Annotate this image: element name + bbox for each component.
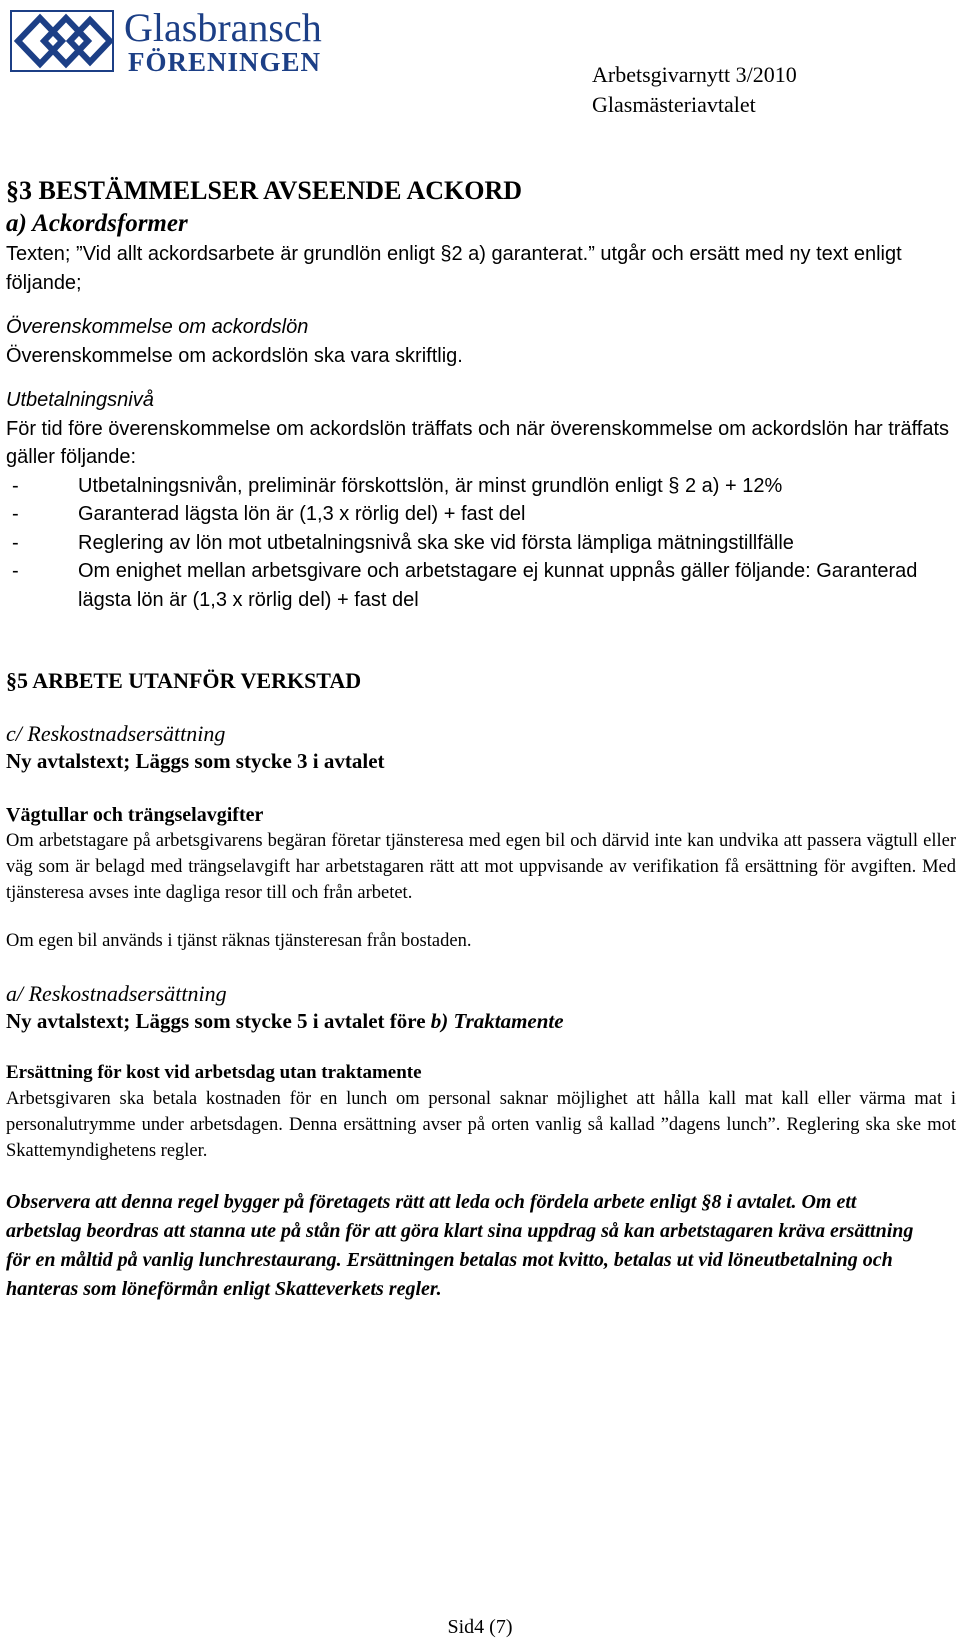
document-body xyxy=(6,174,956,1304)
payout-text: För tid före överenskommelse om ackordslön träffats och när överenskommelse om ackordslön har träffats gäller följande: xyxy=(6,417,949,468)
bullet-text: Om enighet mellan arbetsgivare och arbetstagare ej kunnat uppnås gäller följande: Garanterad lägsta lön är (1,3 x rörlig del) + fast del xyxy=(78,560,918,611)
toll-text: Om arbetstagare på arbetsgivarens begäran företar tjänsteresa med egen bil och därvid inte kan undvika att passera vägtull eller väg som är belagd med trängselavgift har arbetstagaren rätt att mot uppvisande av verifikation få ersättning för avgiften. Med tjänsteresa avses inte dagliga resor till och från arbetet. xyxy=(6,831,956,903)
section-5c-heading: c/ Reskostnadsersättning xyxy=(6,721,226,746)
meal-text: Arbetsgivaren ska betala kostnaden för en lunch om personal saknar möjlighet att hålla kall mat kall eller värma mat i personalutrymme under arbetsdagen. Denna ersättning avser på orten vanlig så kallad ”dagens lunch”. Reglering ska ske mot Skattemyndighetens regler. xyxy=(6,1089,956,1161)
note-text: Observera att denna regel bygger på företagets rätt att leda och fördela arbete enligt §8 i avtalet. Om ett arbetslag beordras att stanna ute på stån för att göra klart sina uppdrag så kan arbetstagaren kräva ersättning för en måltid på vanlig lunchrestaurang. Ersättningen betalas mot kvitto, betalas ut vid löneutbetalning och hanteras som löneförmån enligt Skatteverkets regler. xyxy=(6,1191,914,1300)
meal-heading: Ersättning för kost vid arbetsdag utan traktamente xyxy=(6,1062,422,1083)
section-5c-new-text: Ny avtalstext; Läggs som stycke 3 i avtalet xyxy=(6,749,385,773)
page-number: Sid4 (7) xyxy=(447,1616,513,1638)
bullet-dash: - xyxy=(12,503,19,525)
agreement-heading: Överenskommelse om ackordslön xyxy=(6,316,309,338)
company-logo xyxy=(10,6,340,76)
bullet-dash: - xyxy=(12,531,19,554)
section-3-intro: Texten; ”Vid allt ackordsarbete är grundlön enligt §2 a) garanterat.” utgår och ersätt med ny text enligt följande; xyxy=(6,243,902,294)
bullet-dash: - xyxy=(12,560,19,582)
agreement-name: Glasmästeriavtalet xyxy=(592,92,756,117)
bullet-dash: - xyxy=(12,474,19,497)
section-5a-new-text-italic: b) Traktamente xyxy=(430,1009,564,1033)
list-item xyxy=(6,472,956,501)
own-car-text: Om egen bil används i tjänst räknas tjänsteresan från bostaden. xyxy=(6,931,472,951)
list-item xyxy=(6,529,956,558)
newsletter-title: Arbetsgivarnytt 3/2010 xyxy=(592,62,797,87)
section-5a-new-text-prefix: Ny avtalstext; Läggs som stycke 5 i avtalet före xyxy=(6,1009,431,1033)
section-3-title: §3 BESTÄMMELSER AVSEENDE ACKORD xyxy=(6,176,523,205)
payout-bullet-list xyxy=(6,472,956,615)
payout-heading: Utbetalningsnivå xyxy=(6,389,154,411)
list-item xyxy=(6,500,956,529)
bullet-text: Reglering av lön mot utbetalningsnivå ska ske vid första lämpliga mätningstillfälle xyxy=(78,531,794,554)
bullet-text: Garanterad lägsta lön är (1,3 x rörlig del) + fast del xyxy=(78,503,526,525)
document-header xyxy=(592,60,797,120)
section-5-title: §5 ARBETE UTANFÖR VERKSTAD xyxy=(6,668,362,693)
section-3a-title: a) Ackordsformer xyxy=(6,210,188,237)
bullet-text: Utbetalningsnivån, preliminär förskottslön, är minst grundlön enligt § 2 a) + 12% xyxy=(78,474,783,497)
agreement-text: Överenskommelse om ackordslön ska vara skriftlig. xyxy=(6,344,463,367)
logo-text-line2: FÖRENINGEN xyxy=(128,47,322,77)
section-5a-heading: a/ Reskostnadsersättning xyxy=(6,981,227,1006)
glas-diamond-logo-icon xyxy=(10,10,114,72)
logo-text-line1: Glasbransch xyxy=(124,5,322,50)
list-item xyxy=(6,557,956,614)
toll-heading: Vägtullar och trängselavgifter xyxy=(6,804,264,826)
section-5a-new-text xyxy=(6,1008,956,1034)
